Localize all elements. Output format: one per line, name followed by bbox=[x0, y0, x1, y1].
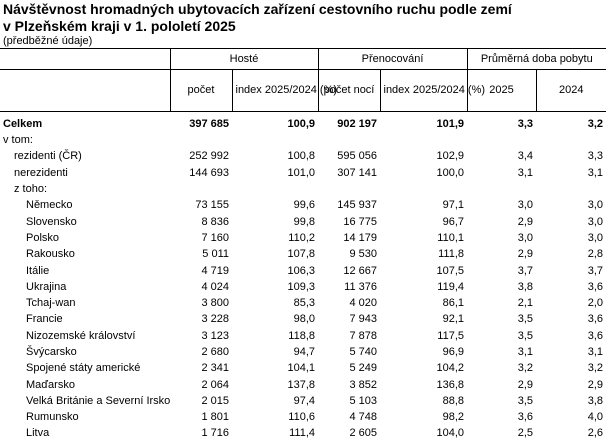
row-value: 119,4 bbox=[437, 280, 465, 293]
row-value: 5 740 bbox=[349, 346, 377, 358]
row-value bbox=[467, 181, 536, 197]
row-value: 110,6 bbox=[288, 411, 315, 424]
row-value: 111,8 bbox=[438, 248, 465, 261]
row-value bbox=[232, 132, 318, 148]
header-row-groups bbox=[0, 49, 606, 70]
row-value: 3,5 bbox=[517, 329, 534, 342]
row-value: 3 228 bbox=[201, 313, 229, 326]
table-row bbox=[0, 112, 606, 133]
row-value: 92,1 bbox=[442, 313, 465, 326]
header-corner bbox=[0, 49, 170, 70]
col-header-2024: 2024 bbox=[536, 70, 606, 112]
row-value: 12 667 bbox=[343, 264, 377, 277]
row-value bbox=[536, 181, 606, 197]
row-value: 3 800 bbox=[201, 297, 229, 310]
row-value: 3,2 bbox=[587, 118, 604, 130]
row-value: 144 693 bbox=[189, 166, 229, 179]
row-value: 5 103 bbox=[349, 394, 377, 407]
table-row bbox=[0, 344, 606, 360]
row-value: 86,1 bbox=[442, 297, 465, 310]
row-value: 96,7 bbox=[442, 215, 465, 228]
row-value bbox=[380, 181, 467, 197]
row-value: 99,6 bbox=[293, 199, 315, 212]
table-row bbox=[0, 213, 606, 229]
row-value: 2,9 bbox=[517, 215, 534, 228]
table-row bbox=[0, 246, 606, 262]
row-value: 4,0 bbox=[587, 411, 604, 424]
table-row bbox=[0, 376, 606, 392]
row-value bbox=[232, 181, 318, 197]
row-value: 102,9 bbox=[436, 150, 465, 163]
header-label-cell bbox=[0, 70, 170, 112]
row-value: 104,0 bbox=[436, 427, 465, 440]
table-title bbox=[3, 1, 512, 35]
row-value: 107,5 bbox=[436, 264, 465, 277]
row-value: 307 141 bbox=[337, 166, 377, 179]
row-value: 2 605 bbox=[349, 427, 377, 440]
row-label: Itálie bbox=[26, 264, 50, 277]
table-row bbox=[0, 279, 606, 295]
row-value: 4 719 bbox=[201, 264, 229, 277]
row-value: 88,8 bbox=[442, 394, 465, 407]
row-value: 2,9 bbox=[517, 248, 534, 261]
table-row bbox=[0, 328, 606, 344]
row-value: 97,4 bbox=[293, 394, 315, 407]
table-row bbox=[0, 181, 606, 197]
group-header-doba: Průměrná doba pobytu bbox=[467, 49, 606, 70]
table-row bbox=[0, 132, 606, 148]
row-label: Spojené státy americké bbox=[26, 362, 141, 375]
row-value: 5 011 bbox=[202, 248, 229, 261]
row-label: Litva bbox=[26, 427, 50, 440]
row-value: 4 020 bbox=[349, 297, 377, 310]
row-value: 3,7 bbox=[517, 264, 534, 277]
row-value: 137,8 bbox=[287, 378, 315, 391]
group-header-hoste: Hosté bbox=[170, 49, 318, 70]
row-label: Maďarsko bbox=[26, 378, 75, 391]
row-value: 3 123 bbox=[201, 329, 229, 342]
row-value: 99,8 bbox=[293, 215, 315, 228]
row-label: nerezidenti bbox=[14, 166, 68, 179]
row-value: 85,3 bbox=[293, 297, 315, 310]
row-label: Tchaj-wan bbox=[26, 297, 76, 310]
row-value bbox=[318, 132, 380, 148]
row-value: 110,1 bbox=[437, 231, 465, 244]
row-label: Rumunsko bbox=[26, 411, 79, 424]
row-value: 397 685 bbox=[189, 118, 229, 130]
row-value: 2,6 bbox=[587, 427, 604, 440]
row-value: 2,1 bbox=[517, 297, 534, 310]
row-label: Francie bbox=[26, 313, 63, 326]
table-row bbox=[0, 360, 606, 376]
row-label: Celkem bbox=[3, 118, 43, 130]
row-value: 2 341 bbox=[201, 362, 229, 375]
row-value: 2 015 bbox=[201, 394, 229, 407]
row-value: 100,0 bbox=[436, 166, 465, 179]
row-value bbox=[380, 132, 467, 148]
row-value: 101,0 bbox=[287, 166, 315, 179]
row-value: 2 064 bbox=[201, 378, 229, 391]
row-label: Švýcarsko bbox=[26, 346, 77, 358]
row-value: 107,8 bbox=[287, 248, 315, 261]
row-value: 3,6 bbox=[587, 280, 604, 293]
table-row bbox=[0, 262, 606, 278]
row-value: 9 530 bbox=[349, 248, 377, 261]
row-value: 98,0 bbox=[293, 313, 315, 326]
row-label: Ukrajina bbox=[26, 280, 67, 293]
row-value: 3,0 bbox=[587, 215, 604, 228]
row-value: 118,8 bbox=[288, 329, 315, 342]
row-value: 3,1 bbox=[517, 166, 534, 179]
row-value: 8 836 bbox=[201, 215, 229, 228]
row-value: 3,1 bbox=[587, 346, 604, 358]
table-row bbox=[0, 197, 606, 213]
row-value: 101,9 bbox=[436, 118, 465, 130]
row-value: 3,6 bbox=[587, 313, 604, 326]
row-value: 96,9 bbox=[442, 346, 465, 358]
row-value: 3,6 bbox=[587, 329, 604, 342]
row-value: 3,0 bbox=[517, 231, 534, 244]
row-value: 3,0 bbox=[587, 231, 604, 244]
row-value: 1 801 bbox=[201, 411, 229, 424]
row-value: 3,5 bbox=[517, 394, 534, 407]
row-value: 5 249 bbox=[349, 362, 377, 375]
table-row bbox=[0, 311, 606, 327]
row-value: 902 197 bbox=[337, 118, 377, 130]
row-value: 1 716 bbox=[201, 427, 229, 440]
row-label: Rakousko bbox=[26, 248, 75, 261]
row-value: 3 852 bbox=[349, 378, 377, 391]
row-value bbox=[170, 181, 232, 197]
row-value: 3,3 bbox=[587, 150, 604, 163]
table-row bbox=[0, 148, 606, 164]
row-value bbox=[170, 132, 232, 148]
row-value: 100,9 bbox=[287, 118, 315, 130]
table-row bbox=[0, 165, 606, 181]
row-value: 3,2 bbox=[517, 362, 534, 375]
table-header bbox=[0, 49, 606, 112]
row-value: 3,7 bbox=[587, 264, 604, 277]
row-value: 2,5 bbox=[517, 427, 534, 440]
row-value bbox=[318, 181, 380, 197]
row-value: 4 748 bbox=[349, 411, 377, 424]
row-value: 14 179 bbox=[343, 231, 377, 244]
col-header-index-hoste: index 2025/2024 (%) bbox=[232, 70, 318, 112]
row-label: Německo bbox=[26, 199, 73, 212]
row-label: Nizozemské království bbox=[26, 329, 136, 342]
row-label: Velká Británie a Severní Irsko bbox=[26, 394, 171, 407]
row-value: 252 992 bbox=[189, 150, 229, 163]
row-value: 595 056 bbox=[337, 150, 377, 163]
row-value: 136,8 bbox=[436, 378, 465, 391]
row-label: Polsko bbox=[26, 231, 60, 244]
row-value: 2,9 bbox=[587, 378, 604, 391]
row-value: 3,0 bbox=[517, 199, 534, 212]
row-value: 11 376 bbox=[344, 280, 377, 293]
row-value: 3,3 bbox=[517, 118, 534, 130]
row-value: 73 155 bbox=[195, 199, 229, 212]
row-value: 7 943 bbox=[349, 313, 377, 326]
row-label: z toho: bbox=[14, 183, 48, 196]
row-value bbox=[536, 132, 606, 148]
row-value: 16 775 bbox=[343, 215, 377, 228]
table-row bbox=[0, 409, 606, 425]
table-body bbox=[0, 112, 606, 442]
row-value: 97,1 bbox=[442, 199, 465, 212]
row-value: 3,5 bbox=[517, 313, 534, 326]
row-value: 106,3 bbox=[287, 264, 315, 277]
table-title-line2: v Plzeňském kraji v 1. pololetí 2025 bbox=[3, 18, 236, 34]
row-value: 3,6 bbox=[517, 411, 534, 424]
col-header-2025: 2025 bbox=[467, 70, 536, 112]
row-value: 110,2 bbox=[288, 231, 315, 244]
row-value: 104,1 bbox=[287, 362, 315, 375]
row-value: 117,5 bbox=[437, 329, 465, 342]
row-value: 3,8 bbox=[587, 394, 604, 407]
row-value: 3,1 bbox=[517, 346, 534, 358]
row-label: rezidenti (ČR) bbox=[14, 150, 82, 163]
row-label: v tom: bbox=[3, 134, 33, 147]
table-title-line1: Návštěvnost hromadných ubytovacích zařízení cestovního ruchu podle zemí bbox=[3, 1, 512, 17]
col-header-index-noci: index 2025/2024 (%) bbox=[380, 70, 467, 112]
row-value: 7 160 bbox=[201, 231, 229, 244]
row-value: 94,7 bbox=[293, 346, 315, 358]
table-subtitle: (předběžné údaje) bbox=[3, 35, 93, 47]
table-row bbox=[0, 393, 606, 409]
row-value: 4 024 bbox=[201, 280, 229, 293]
row-value: 98,2 bbox=[442, 411, 465, 424]
row-value: 111,4 bbox=[289, 427, 315, 440]
row-value: 3,2 bbox=[587, 362, 604, 375]
group-header-prenocovani: Přenocování bbox=[318, 49, 467, 70]
table-row bbox=[0, 230, 606, 246]
row-value: 145 937 bbox=[337, 199, 377, 212]
row-value: 3,0 bbox=[587, 199, 604, 212]
row-value: 3,4 bbox=[517, 150, 534, 163]
row-value: 3,8 bbox=[517, 280, 534, 293]
row-value bbox=[467, 132, 536, 148]
row-value: 3,1 bbox=[587, 166, 604, 179]
row-label: Slovensko bbox=[26, 215, 77, 228]
header-row-columns bbox=[0, 70, 606, 112]
row-value: 100,8 bbox=[287, 150, 315, 163]
row-value: 7 878 bbox=[349, 329, 377, 342]
row-value: 2,0 bbox=[587, 297, 604, 310]
row-value: 2 680 bbox=[201, 346, 229, 358]
row-value: 2,8 bbox=[587, 248, 604, 261]
row-value: 2,9 bbox=[517, 378, 534, 391]
col-header-pocet: počet bbox=[170, 70, 232, 112]
table-row bbox=[0, 295, 606, 311]
table-row bbox=[0, 425, 606, 441]
data-table bbox=[0, 48, 606, 442]
row-value: 109,3 bbox=[287, 280, 315, 293]
row-value: 104,2 bbox=[436, 362, 465, 375]
col-header-pocet-noci: počet nocí bbox=[318, 70, 380, 112]
